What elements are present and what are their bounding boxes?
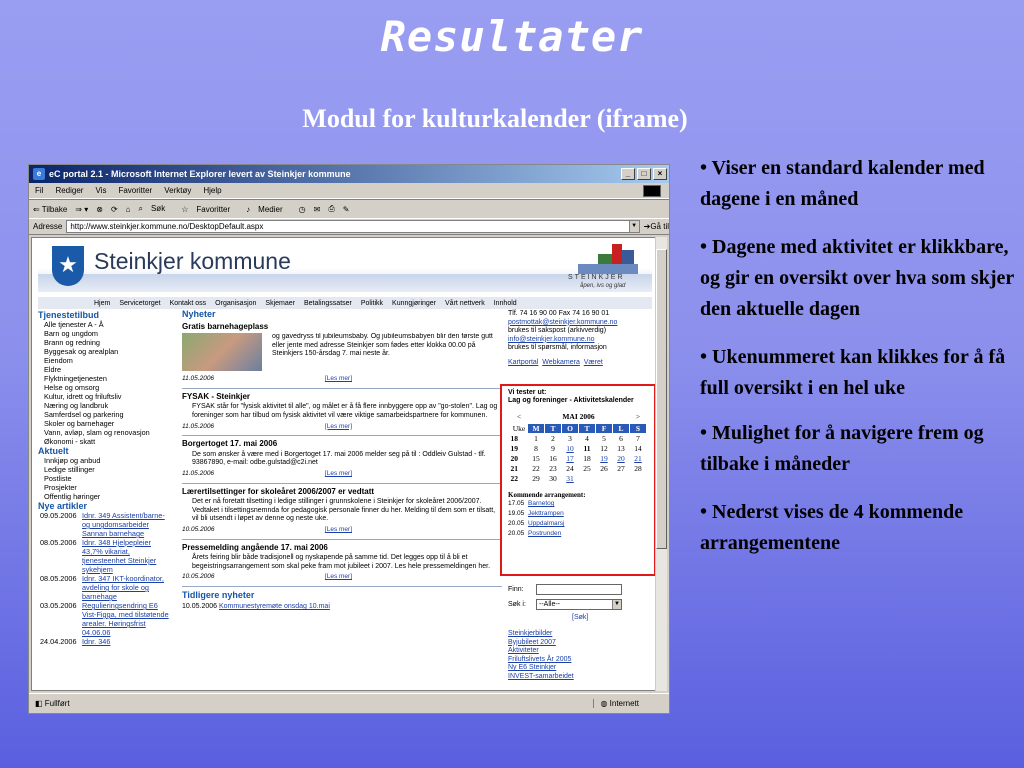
event-link[interactable]: Uppdalmarsj [528,520,565,527]
calendar-day: 14 [634,443,642,453]
weekday-header: M [528,423,545,433]
media-button[interactable] [246,205,290,214]
sidebar-item[interactable]: Næring og landbruk [44,401,109,410]
calendar-day: 26 [600,463,608,473]
week-number[interactable]: 18 [510,433,518,443]
related-links [508,630,652,682]
article-date: 10.05.2006 [182,573,215,581]
logo-text: STEINKJER [568,274,625,281]
city-skyline-icon [568,242,642,276]
calendar-day: 9 [551,443,555,453]
site-nav [38,297,652,309]
sidebar-item[interactable]: Skoler og barnehager [44,419,115,428]
older-news-date: 10.05.2006 [182,603,218,611]
article-meta [182,375,502,384]
left-sidebar [38,310,172,646]
older-news-item [182,603,502,612]
article-meta [182,573,502,582]
search-scope-select[interactable] [536,599,622,610]
bullet-list [700,153,1016,576]
news-date: 24.04.2006 [40,637,77,646]
zone-label: Internett [609,699,639,708]
article-title[interactable]: Pressemelding angående 17. mai 2006 [182,542,328,552]
forward-button[interactable]: ⇒ ▾ [75,204,89,214]
email-link[interactable]: postmottak@steinkjer.kommune.no [508,318,618,326]
favorites-button[interactable] [181,205,238,214]
article [182,544,502,587]
logo-tagline: åpen, ivs og glad [580,283,626,289]
calendar-day-today: 11 [583,443,591,453]
event-date: 20.05 [508,520,525,527]
calendar-day: 23 [549,463,557,473]
close-button[interactable]: × [653,168,667,180]
calendar-grid [510,411,647,483]
quick-link-weather[interactable]: Været [583,358,603,366]
weekday-header: L [613,423,630,433]
read-more-link[interactable]: [Les mer] [324,525,352,533]
week-number[interactable]: 20 [510,453,518,463]
sidebar-item[interactable]: Kultur, idrett og friluftsliv [44,392,122,401]
sidebar-item[interactable]: Prosjekter [44,483,77,492]
toolbar [29,199,669,219]
window-title: eC portal 2.1 - Microsoft Internet Explorer levert av Steinkjer kommune [49,169,351,179]
calendar-day-link[interactable]: 19 [600,453,608,463]
article [182,323,502,389]
related-link[interactable]: INVEST-samarbeidet [508,672,574,680]
article-date: 11.05.2006 [182,375,215,383]
refresh-icon[interactable]: ⟳ [110,204,118,214]
calendar-day-link[interactable]: 20 [617,453,625,463]
week-column-header: Uke [511,423,528,433]
event-link[interactable]: Postrunden [528,530,562,537]
address-value: http://www.steinkjer.kommune.no/DesktopDefault.aspx [70,222,264,231]
sidebar-item[interactable]: Økonomi - skatt [44,437,96,446]
related-link[interactable]: Ny E6 Steinkjer [508,664,557,672]
calendar-day-link[interactable]: 17 [566,453,574,463]
read-more-link[interactable]: [Les mer] [324,573,352,581]
calendar-day: 7 [636,433,640,443]
news-link[interactable]: Idnr. 348 Hjelpepleier 43,7% vikariat, tjenesteenhet Steinkjer sykehjem [82,538,157,574]
search-button[interactable] [138,204,173,214]
nav-item[interactable]: Servicetorget [119,299,161,307]
read-more-link[interactable]: [Les mer] [324,375,352,383]
activity-calendar [500,384,656,576]
next-month-button[interactable]: > [635,412,641,422]
article-body [182,333,502,373]
bullet-item: • Nederst vises de 4 kommende arrangementene [700,501,964,554]
slide-title: Resultater [380,12,644,61]
news-item [38,574,172,601]
calendar-day: 24 [566,463,574,473]
quick-link-webkamera[interactable]: Webkamera [542,358,580,366]
calendar-day-link[interactable]: 21 [634,453,642,463]
news-item [38,637,172,646]
event-link[interactable]: Jekttrampen [528,510,564,517]
history-icon[interactable]: ◷ [298,204,306,214]
calendar-day: 30 [549,473,557,483]
article-text: Det er nå foretatt tilsetting i ledige stillinger i grunnskolene i Steinkjer for skoleåret 2006/2007. Vedtaket i tilsettingsnemnda for pedagogisk personale finner du her. Melding til dem som er tilsatt, vil bli utsendt i løpet av denne og neste uke. [192,498,496,523]
sidebar-item[interactable]: Innkjøp og anbud [44,456,101,465]
news-item [38,601,172,637]
event-date: 17.05 [508,500,525,507]
sidebar-item[interactable]: Postliste [44,474,72,483]
media-icon: ♪ [246,204,251,214]
menu-view[interactable]: Vis [95,186,107,195]
calendar-header-line2: Lag og foreninger - Aktivitetskalender [508,397,634,404]
article-date: 11.05.2006 [182,469,215,477]
sidebar-item[interactable]: Vann, avløp, slam og renovasjon [44,428,150,437]
browser-window [28,164,670,714]
news-item [38,538,172,574]
back-button[interactable]: ⇐ Tilbake [33,204,68,214]
tidligere-heading: Tidligere nyheter [182,589,255,600]
calendar-day-link[interactable]: 31 [566,473,574,483]
calendar-day: 12 [600,443,608,453]
related-link[interactable]: Aktiviteter [508,647,539,655]
internet-zone [593,699,639,708]
event-date: 19.05 [508,510,525,517]
calendar-day: 4 [585,433,589,443]
calendar-day: 5 [602,433,606,443]
read-more-link[interactable]: [Les mer] [324,469,352,477]
calendar-day-empty [596,473,613,483]
calendar-header [502,386,654,405]
article-date: 11.05.2006 [182,422,215,430]
nav-item[interactable]: Hjem [94,299,111,307]
nav-item[interactable]: Betalingssatser [304,299,352,307]
go-button[interactable] [644,222,669,231]
news-link[interactable]: Idnr. 346 [82,637,111,646]
calendar-day: 6 [619,433,623,443]
news-date: 09.05.2006 [40,511,77,520]
bullet-item: • Viser en standard kalender med dagene i en måned [700,157,985,210]
upcoming-heading: Kommende arrangement: [508,491,586,499]
finn-label: Finn: [508,586,524,593]
go-label: Gå til [650,222,669,231]
select-value: --Alle-- [539,601,560,608]
search-label: Søk [150,204,166,213]
sidebar-item[interactable]: Brann og redning [44,338,100,347]
calendar-day: 13 [617,443,625,453]
nav-item[interactable]: Vårt nettverk [445,299,485,307]
sidebar-item[interactable]: Eiendom [44,356,73,365]
maximize-button[interactable]: □ [637,168,651,180]
search-submit-link[interactable]: [Søk] [572,614,589,621]
news-heading: Nyheter [182,309,216,319]
article-title[interactable]: Gratis barnehageplass [182,321,269,331]
week-number[interactable]: 21 [510,463,518,473]
sidebar-item[interactable]: Byggesak og arealplan [44,347,119,356]
week-number[interactable]: 19 [510,443,518,453]
address-input[interactable] [66,220,639,233]
menu-help[interactable]: Hjelp [203,186,222,195]
menu-file[interactable]: Fil [35,186,44,195]
bullet-item: • Dagene med aktivitet er klikkbare, og gir en oversikt over hva som skjer den aktuelle dagen [700,236,1014,320]
sidebar-item[interactable]: Alle tjenester A - Å [44,320,104,329]
upcoming-event [508,509,654,519]
calendar-day-empty [613,473,630,483]
upcoming-event [508,519,654,529]
calendar-day: 15 [532,453,540,463]
status-bar [29,693,669,713]
event-date: 20.05 [508,530,525,537]
calendar-day: 29 [532,473,540,483]
article-photo[interactable] [182,333,262,371]
older-news-link[interactable]: Kommunestyremøte onsdag 10.mai [219,603,330,611]
tjenestetilbud-heading[interactable]: Tjenestetilbud [38,310,100,320]
calendar-day: 3 [568,433,572,443]
aktuelt-heading[interactable]: Aktuelt [38,446,69,456]
sidebar-item[interactable]: Flyktningetjenesten [44,374,107,383]
related-link[interactable]: Steinkjerbilder [508,630,553,637]
nav-item[interactable]: Innhold [493,299,517,307]
page-viewport [31,237,657,691]
contact-note: brukes til spørsmål, informasjon [508,344,607,352]
chevron-down-icon[interactable]: ▼ [629,221,639,232]
menu-favorites[interactable]: Favoritter [118,186,153,195]
ie-icon: e [33,168,45,180]
edit-icon[interactable]: ✎ [342,204,350,214]
sidebar-item[interactable]: Eldre [44,365,62,374]
calendar-day: 16 [549,453,557,463]
article-text: Årets feiring blir både tradisjonell og nyskapende på samme tid. Det legges opp til å bli et begeistringsarrangement som skal peke fram mot jubileet i 2007. Les hele pressemeldingen her. [192,554,491,570]
calendar-day: 25 [583,463,591,473]
search-icon: ⌕ [138,204,143,213]
bullet-item: • Ukenummeret kan klikkes for å få full oversikt i en hel uke [700,346,1006,399]
media-label: Medier [258,204,283,214]
steinkjer-logo [568,242,642,290]
article-title[interactable]: Lærertilsettinger for skoleåret 2006/2007 er vedtatt [182,486,375,496]
calendar-header-line1: Vi tester ut: [508,389,547,396]
scrollbar-thumb[interactable] [656,249,667,549]
upcoming-event [508,529,654,539]
weekday-header: T [545,423,562,433]
calendar-day: 8 [534,443,538,453]
nav-item[interactable]: Kunngjøringer [392,299,437,307]
vertical-scrollbar[interactable] [655,237,667,691]
news-date: 03.05.2006 [40,601,77,610]
article [182,440,502,483]
nav-item[interactable]: Kontakt oss [169,299,207,307]
article [182,393,502,436]
news-item [38,511,172,538]
calendar-day: 2 [551,433,555,443]
mail-icon[interactable]: ✉ [313,204,321,214]
calendar-day: 22 [532,463,540,473]
article-title[interactable]: FYSAK - Steinkjer [182,391,251,401]
sidebar-item[interactable]: Barn og ungdom [44,329,98,338]
page-icon: ◧ [35,699,45,708]
address-label: Adresse [33,222,63,231]
stop-icon[interactable]: ⊗ [96,204,103,214]
site-header [38,238,652,292]
address-bar [29,219,669,235]
read-more-link[interactable]: [Les mer] [324,422,352,430]
event-link[interactable]: Barnetog [528,500,555,507]
favorites-label: Favoritter [196,204,231,214]
calendar-day-empty [630,473,647,483]
home-icon[interactable]: ⌂ [125,204,131,214]
calendar-day: 28 [634,463,642,473]
nav-item[interactable]: Politikk [360,299,384,307]
globe-icon: ◍ [600,699,610,708]
quick-links [508,359,652,368]
window-titlebar[interactable] [29,165,669,183]
slide-subtitle: Modul for kulturkalender (iframe) [302,104,688,133]
menu-edit[interactable]: Rediger [55,186,84,195]
calendar-day: 1 [534,433,538,443]
weekday-header: T [579,423,596,433]
news-date: 08.05.2006 [40,538,77,547]
news-date: 08.05.2006 [40,574,77,583]
email-link[interactable]: info@steinkjer.kommune.no [508,335,595,343]
article-meta [182,470,502,479]
nye-artikler-heading[interactable]: Nye artikler [38,501,88,511]
calendar-day-link[interactable]: 10 [566,443,574,453]
weekday-header: F [596,423,613,433]
menu-bar [29,183,669,199]
article-text: og gavedryss til jubileumsbaby. Og jubileumsbabyen blir den første gutt eller jente med adresse Steinkjer som fødes etter klokka 00.00 på Steinkjers 150-årsdag 7. mai neste år. [272,333,493,358]
article-title[interactable]: Borgertoget 17. mai 2006 [182,439,278,449]
article-meta [182,423,502,432]
go-arrow-icon: ➔ [643,222,651,231]
search-input[interactable] [536,584,622,595]
news-link[interactable]: Idnr. 349 Assistent/barne- og ungdomsarbeider Sannan barnehage [82,511,165,538]
star-icon: ☆ [181,204,189,214]
minimize-button[interactable]: _ [621,168,635,180]
calendar-day-empty [579,473,596,483]
menu-tools[interactable]: Verktøy [164,186,192,195]
news-link[interactable]: Regulieringsendring E6 Vist-Figga, med tilstøtende arealer. Høringsfrist 04.06.06 [82,601,169,637]
calendar-day: 18 [583,453,591,463]
nav-item[interactable]: Skjemaer [265,299,295,307]
crest-logo[interactable]: ★ [52,246,84,286]
sidebar-item[interactable]: Ledige stillinger [44,465,95,474]
site-name[interactable]: Steinkjer kommune [94,248,291,274]
calendar-month: MAI 2006 [562,412,595,422]
article-text: FYSAK står for "fysisk aktivitet til alle", og målet er å få flere innbyggere opp av "go-stolen". Lag og foreninger som har tilbud om fysisk aktivitet vil være viktige samarbeidspartnere for kommunen. [192,403,498,419]
upcoming-event [508,499,654,509]
site-search [508,584,652,621]
status-text: Fullført [44,699,70,708]
weekday-header: S [630,423,647,433]
week-number[interactable]: 22 [510,473,518,483]
calendar-day: 27 [617,463,625,473]
print-icon[interactable]: ⎙ [328,204,335,213]
right-sidebar [508,310,652,368]
header-banner [38,274,652,292]
related-link[interactable]: Byjubileet 2007 [508,638,556,646]
main-content [182,310,502,612]
chevron-down-icon: ▼ [612,600,621,609]
windows-logo-icon [643,185,661,197]
article-text: De som ønsker å være med i Borgertoget 17. mai 2006 melder seg på til : Oddleiv Gulstad - tlf. 93867890, e-mail: odbe.gulstad@c2i.net [192,450,486,467]
sidebar-item[interactable]: Helse og omsorg [44,383,100,392]
nav-item[interactable]: Organisasjon [215,299,257,307]
article-meta [182,526,502,535]
news-link[interactable]: Idnr. 347 IKT-koordinator, avdeling for skole og barnehage [82,574,164,601]
prev-month-button[interactable]: < [516,412,522,422]
contact-note: brukes til sakspost (arkivverdig) [508,327,607,335]
sok-i-label: Søk i: [508,601,526,608]
sidebar-item[interactable]: Offentlig høringer [44,492,101,501]
related-link[interactable]: Friluftslivets År 2005 [508,655,572,663]
quick-link-kartportal[interactable]: Kartportal [508,358,539,366]
sidebar-item[interactable]: Samferdsel og parkering [44,410,124,419]
contact-phone: Tlf. 74 16 90 00 Fax 74 16 90 01 [508,310,610,317]
bullet-item: • Mulighet for å navigere frem og tilbake i måneder [700,422,984,475]
weekday-header: O [562,423,579,433]
article-date: 10.05.2006 [182,525,215,533]
article [182,488,502,540]
